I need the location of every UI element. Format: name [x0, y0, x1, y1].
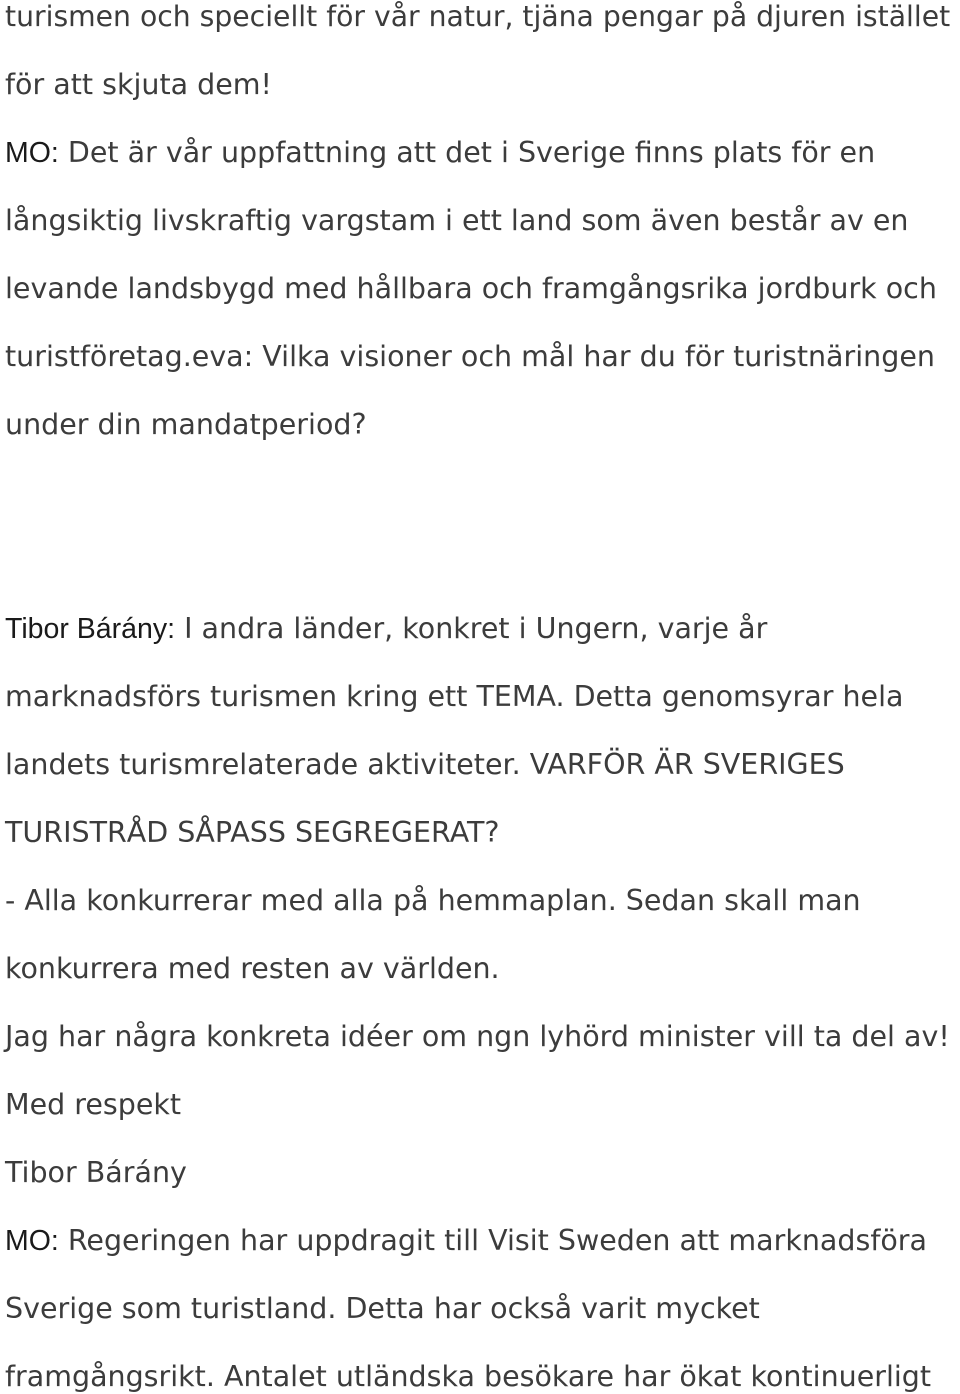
text-line [5, 1224, 927, 1258]
text-line [5, 272, 937, 306]
text-line [5, 680, 903, 714]
text-line [5, 884, 861, 918]
text-line [5, 136, 875, 170]
paragraph-text: TURISTRÅD SÅPASS SEGREGERAT? [5, 816, 500, 849]
paragraph-text: turismen och speciellt för vår natur, tjäna pengar på djuren istället [5, 0, 951, 33]
text-line [5, 1292, 760, 1326]
speaker-label-mo: MO: [5, 1225, 59, 1257]
paragraph-text: turistföretag. [5, 340, 192, 373]
text-line [5, 1156, 187, 1190]
text-line [5, 0, 950, 34]
paragraph-text: landets turismrelaterade aktiviteter. VARFÖR ÄR SVERIGES [5, 748, 845, 781]
text-line [5, 1088, 181, 1122]
signature-name: Tibor Bárány [5, 1156, 187, 1189]
question-text: under din mandatperiod? [5, 408, 367, 441]
paragraph-text: konkurrera med resten av världen. [5, 952, 500, 985]
speaker-label-mo: MO: [5, 137, 59, 169]
paragraph-text: för att skjuta dem! [5, 68, 272, 101]
text-line [5, 204, 909, 238]
paragraph-text: - Alla konkurrerar med alla på hemmaplan. Sedan skall man [5, 884, 861, 917]
text-line [5, 816, 500, 850]
text-line [5, 1020, 950, 1054]
paragraph-text: framgångsrikt. Antalet utländska besökare har ökat kontinuerligt [5, 1360, 932, 1393]
paragraph-text: Sverige som turistland. Detta har också varit mycket [5, 1292, 760, 1325]
text-line [5, 408, 367, 442]
signoff-text: Med respekt [5, 1088, 182, 1121]
text-line [5, 748, 845, 782]
text-line [5, 340, 935, 374]
question-text: eva: Vilka visioner och mål har du för turistnäringen [191, 340, 935, 373]
speaker-label-tibor: Tibor Bárány: [5, 613, 176, 645]
text-line [5, 68, 272, 102]
paragraph-text: Regeringen har uppdragit till Visit Sweden att marknadsföra [58, 1224, 927, 1257]
paragraph-text: marknadsförs turismen kring ett TEMA. Detta genomsyrar hela [5, 680, 904, 713]
text-line [5, 1360, 931, 1394]
paragraph-text: levande landsbygd med hållbara och framgångsrika jordburk och [5, 272, 937, 305]
text-line [5, 612, 767, 646]
paragraph-text: I andra länder, konkret i Ungern, varje år [175, 612, 768, 645]
paragraph-text: Jag har några konkreta idéer om ngn lyhörd minister vill ta del av! [5, 1020, 950, 1053]
paragraph-text: Det är vår uppfattning att det i Sverige finns plats för en [58, 136, 876, 169]
text-line [5, 952, 500, 986]
paragraph-text: långsiktig livskraftig vargstam i ett land som även består av en [5, 204, 909, 237]
